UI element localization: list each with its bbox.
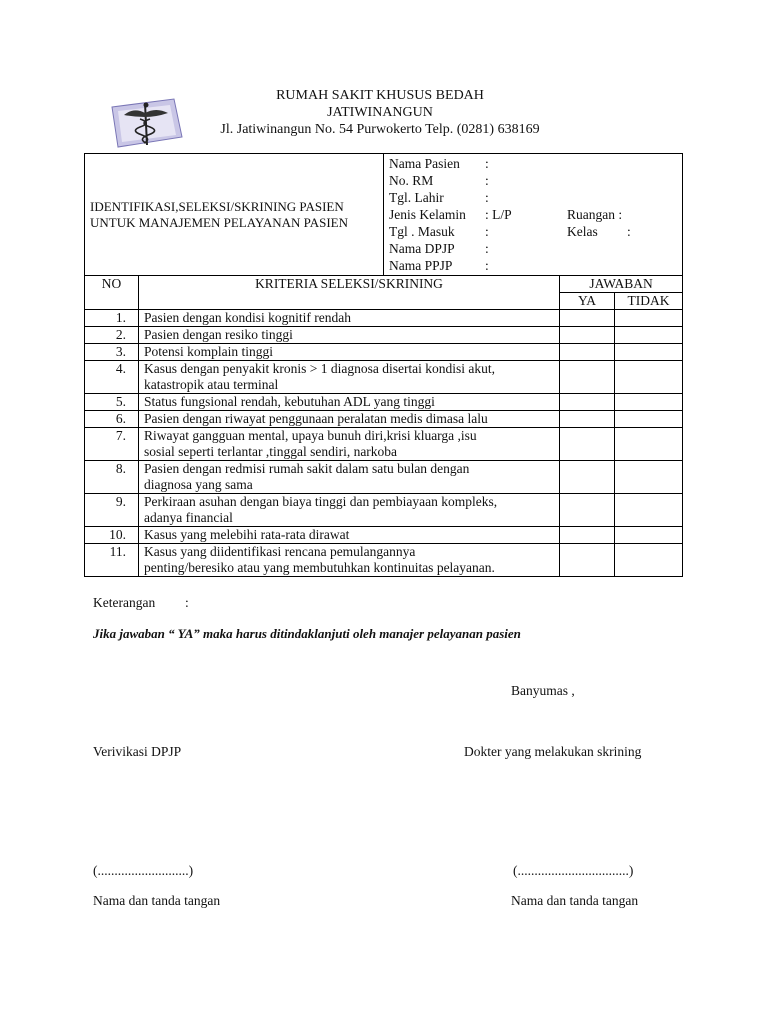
row-criteria (139, 461, 560, 494)
col-header-jawaban: JAWABAN (560, 276, 683, 293)
place-date: Banyumas , (511, 683, 575, 698)
label-ruangan: Ruangan : (567, 207, 623, 222)
answer-tidak-cell[interactable] (615, 327, 683, 344)
answer-tidak-cell[interactable] (615, 494, 683, 527)
row-criteria (139, 428, 560, 461)
criteria-line2: penting/beresiko atau yang membutuhkan kontinuitas pelayanan. (144, 560, 495, 575)
row-number: 8. (85, 461, 139, 494)
row-criteria (139, 394, 560, 411)
answer-ya-cell[interactable] (560, 344, 615, 361)
row-criteria (139, 494, 560, 527)
table-row (85, 411, 683, 428)
answer-ya-cell[interactable] (560, 411, 615, 428)
colon: : (485, 190, 489, 205)
label-nama-ppjp: Nama PPJP (389, 258, 453, 273)
keterangan-label: Keterangan (93, 595, 156, 610)
criteria-line1: Kasus yang diidentifikasi rencana pemulangannya (144, 544, 416, 559)
criteria-line1: Pasien dengan riwayat penggunaan peralatan medis dimasa lalu (144, 411, 488, 426)
hospital-name: RUMAH SAKIT KHUSUS BEDAH (276, 88, 484, 103)
answer-tidak-cell[interactable] (615, 544, 683, 577)
answer-ya-cell[interactable] (560, 527, 615, 544)
label-jenis-kelamin: Jenis Kelamin (389, 207, 466, 222)
left-signer-role: Verivikasi DPJP (93, 744, 182, 759)
hospital-address: Jl. Jatiwinangun No. 54 Purwokerto Telp. (0281) 638169 (220, 122, 540, 137)
table-row (85, 428, 683, 461)
criteria-line1: Riwayat gangguan mental, upaya bunuh diri,krisi kluarga ,isu (144, 428, 477, 443)
answer-ya-cell[interactable] (560, 544, 615, 577)
table-row (85, 310, 683, 327)
row-number: 4. (85, 361, 139, 394)
answer-tidak-cell[interactable] (615, 428, 683, 461)
table-row (85, 327, 683, 344)
answer-ya-cell[interactable] (560, 461, 615, 494)
criteria-line2: katastropik atau terminal (144, 377, 279, 392)
row-criteria (139, 361, 560, 394)
table-row (85, 461, 683, 494)
criteria-line1: Pasien dengan redmisi rumah sakit dalam satu bulan dengan (144, 461, 470, 476)
criteria-line1: Perkiraan asuhan dengan biaya tinggi dan pembiayaan kompleks, (144, 494, 498, 509)
colon: : (485, 224, 489, 239)
form-title-line1: IDENTIFIKASI,SELEKSI/SKRINING PASIEN (90, 198, 344, 214)
answer-tidak-cell[interactable] (615, 411, 683, 428)
colon: : (627, 224, 631, 239)
table-row (85, 527, 683, 544)
form-title (85, 154, 384, 276)
table-row (85, 544, 683, 577)
row-criteria (139, 344, 560, 361)
criteria-line1: Kasus yang melebihi rata-rata dirawat (144, 527, 350, 542)
label-kelas: Kelas (567, 224, 598, 239)
row-number: 11. (85, 544, 139, 577)
criteria-line2: diagnosa yang sama (144, 477, 253, 492)
row-criteria (139, 527, 560, 544)
col-header-kriteria: KRITERIA SELEKSI/SKRINING (139, 276, 560, 310)
answer-ya-cell[interactable] (560, 394, 615, 411)
answer-tidak-cell[interactable] (615, 461, 683, 494)
right-signer-role: Dokter yang melakukan skrining (464, 744, 642, 759)
colon: : (485, 241, 489, 256)
col-header-ya: YA (560, 293, 615, 310)
criteria-line1: Kasus dengan penyakit kronis > 1 diagnosa disertai kondisi akut, (144, 361, 496, 376)
criteria-line1: Pasien dengan resiko tinggi (144, 327, 293, 342)
answer-tidak-cell[interactable] (615, 394, 683, 411)
col-header-no: NO (85, 276, 139, 310)
hospital-name-line2: JATIWINANGUN (327, 105, 433, 120)
label-tgl-masuk: Tgl . Masuk (389, 224, 455, 239)
answer-ya-cell[interactable] (560, 310, 615, 327)
row-number: 2. (85, 327, 139, 344)
colon: : (485, 258, 489, 273)
criteria-line1: Pasien dengan kondisi kognitif rendah (144, 310, 351, 325)
label-tgl-lahir: Tgl. Lahir (389, 190, 444, 205)
answer-ya-cell[interactable] (560, 327, 615, 344)
criteria-line1: Potensi komplain tinggi (144, 344, 274, 359)
answer-ya-cell[interactable] (560, 494, 615, 527)
note-text: Jika jawaban “ YA” maka harus ditindaklanjuti oleh manajer pelayanan pasien (93, 626, 521, 641)
criteria-line1: Status fungsional rendah, kebutuhan ADL yang tinggi (144, 394, 435, 409)
right-signature-caption: Nama dan tanda tangan (511, 893, 639, 908)
colon: : (485, 156, 489, 171)
left-signature-line: (...........................) (93, 863, 194, 878)
answer-tidak-cell[interactable] (615, 310, 683, 327)
patient-info (384, 154, 683, 276)
criteria-line2: adanya financial (144, 510, 233, 525)
screening-form-table (84, 153, 683, 577)
row-number: 1. (85, 310, 139, 327)
right-signature-line: (.................................) (513, 863, 634, 878)
row-number: 10. (85, 527, 139, 544)
label-nama-dpjp: Nama DPJP (389, 241, 455, 256)
form-title-line2: UNTUK MANAJEMEN PELAYANAN PASIEN (90, 214, 348, 230)
col-header-tidak: TIDAK (615, 293, 683, 310)
answer-ya-cell[interactable] (560, 361, 615, 394)
answer-tidak-cell[interactable] (615, 527, 683, 544)
row-number: 6. (85, 411, 139, 428)
row-criteria (139, 327, 560, 344)
answer-tidak-cell[interactable] (615, 344, 683, 361)
label-nama-pasien: Nama Pasien (389, 156, 460, 171)
row-criteria (139, 411, 560, 428)
table-row (85, 394, 683, 411)
answer-tidak-cell[interactable] (615, 361, 683, 394)
row-number: 5. (85, 394, 139, 411)
row-number: 3. (85, 344, 139, 361)
table-row (85, 344, 683, 361)
table-row (85, 361, 683, 394)
value-jenis-kelamin: : L/P (485, 207, 512, 222)
criteria-line2: sosial seperti terlantar ,tinggal sendiri, narkoba (144, 444, 398, 459)
answer-ya-cell[interactable] (560, 428, 615, 461)
label-no-rm: No. RM (389, 173, 434, 188)
left-signature-caption: Nama dan tanda tangan (93, 893, 221, 908)
row-criteria (139, 310, 560, 327)
colon: : (485, 173, 489, 188)
row-criteria (139, 544, 560, 577)
row-number: 7. (85, 428, 139, 461)
table-row (85, 494, 683, 527)
row-number: 9. (85, 494, 139, 527)
keterangan-colon: : (185, 595, 189, 610)
